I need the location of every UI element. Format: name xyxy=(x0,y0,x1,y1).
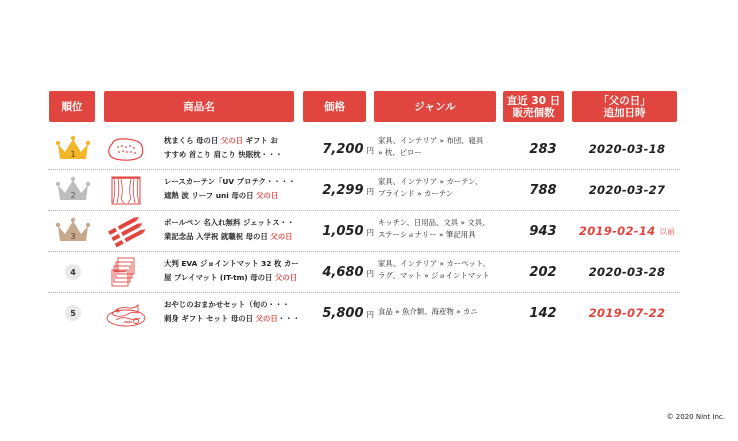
table-row[interactable] xyxy=(48,128,680,170)
genre: 家具、インテリア » カーペット、 ラグ、マット » ジョイントマット xyxy=(378,259,491,280)
product-name[interactable]: レースカーテン「UV プロテク・・・・ 遮熱 波 リーフ uni 母の日 父の日 xyxy=(164,177,296,200)
header-product: 商品名 xyxy=(104,91,294,122)
rank-cell xyxy=(52,128,94,170)
header-added-date: 「父の日」 追加日時 xyxy=(572,91,677,122)
header-count: 直近 30 日 販売個数 xyxy=(503,91,564,122)
table-row[interactable] xyxy=(48,169,680,211)
added-date: 2019-02-14 以前 xyxy=(578,224,676,238)
header-price: 価格 xyxy=(303,91,366,122)
rank-number: 3 xyxy=(70,232,76,241)
genre: 食品 » 魚介類、海産物 » カニ xyxy=(378,307,478,316)
sales-count: 788 xyxy=(529,182,557,198)
added-date: 2020-03-18 xyxy=(588,142,666,156)
sales-count: 142 xyxy=(529,305,557,321)
seafood-icon xyxy=(104,296,148,330)
joint-mat-icon xyxy=(104,255,148,289)
added-date: 2019-07-22 xyxy=(588,306,666,320)
header-genre: ジャンル xyxy=(374,91,496,122)
product-name[interactable]: 大判 EVA ジョイントマット 32 枚 カー 屋 プレイマット (IT-tm) 母の日 父の日 xyxy=(164,259,299,282)
date-note: 以前 xyxy=(659,226,676,236)
table-row[interactable] xyxy=(48,292,680,334)
product-name[interactable]: おやじのおまかせセット（旬の・・・ 刺身 ギフト セット 母の日 父の日・・・ xyxy=(164,300,300,323)
price: 1,050 円 xyxy=(322,223,374,239)
genre: 家具、インテリア » 布団、寝具 » 枕、ピロー xyxy=(378,136,484,157)
sales-count: 943 xyxy=(529,223,557,239)
price: 7,200 円 xyxy=(322,141,374,157)
header-rank: 順位 xyxy=(49,91,95,122)
rank-number: 1 xyxy=(70,150,76,159)
price: 4,680 円 xyxy=(322,264,374,280)
sales-count: 283 xyxy=(529,141,557,157)
pens-icon xyxy=(104,214,148,248)
product-name[interactable]: 枕まくら 母の日 父の日 ギフト お すすめ 首こり 肩こり 快眠枕・・・ xyxy=(164,136,283,159)
genre: 家具、インテリア » カーテン、 ブラインド » カーテン xyxy=(378,177,483,198)
gold-crown-icon xyxy=(55,135,91,163)
rank-cell xyxy=(52,169,94,211)
rank-badge: 5 xyxy=(65,305,81,321)
curtain-icon xyxy=(104,173,148,207)
price: 5,800 円 xyxy=(322,305,374,321)
product-name[interactable]: ボールペン 名入れ無料 ジェットス・・ 業記念品 入学祝 就職祝 母の日 父の日 xyxy=(164,218,295,241)
copyright: © 2020 Nint Inc. xyxy=(666,413,725,421)
added-date: 2020-03-28 xyxy=(588,265,666,279)
rank-number: 2 xyxy=(70,191,76,200)
silver-crown-icon xyxy=(55,176,91,204)
bronze-crown-icon xyxy=(55,217,91,245)
table-row[interactable] xyxy=(48,210,680,252)
sales-count: 202 xyxy=(529,264,557,280)
rank-cell xyxy=(52,292,94,334)
rank-badge: 4 xyxy=(65,264,81,280)
price: 2,299 円 xyxy=(322,182,374,198)
added-date: 2020-03-27 xyxy=(588,183,666,197)
genre: キッチン、日用品、文具 » 文具、 ステーショナリー » 筆記用具 xyxy=(378,218,490,239)
rank-cell xyxy=(52,210,94,252)
pillow-icon xyxy=(104,132,148,166)
rank-cell xyxy=(52,251,94,293)
table-row[interactable] xyxy=(48,251,680,293)
